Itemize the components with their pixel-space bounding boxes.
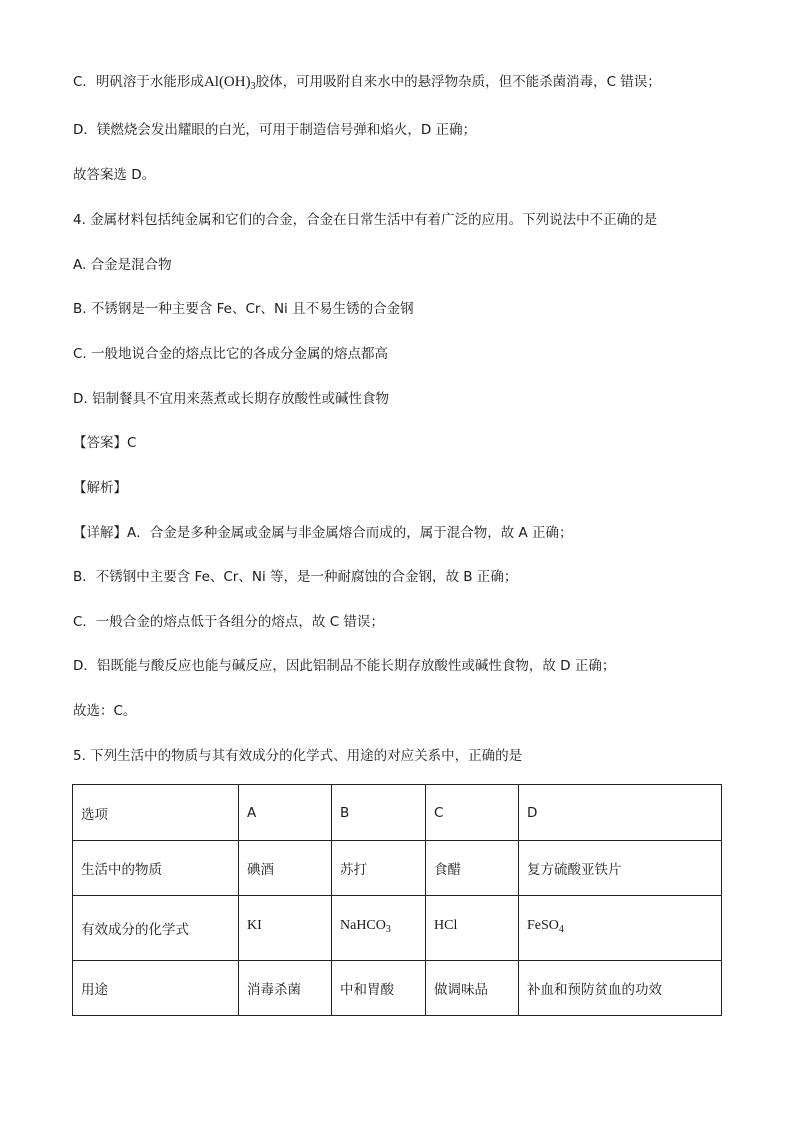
table-row-use xyxy=(73,961,722,1016)
table-cell: 有效成分的化学式 xyxy=(73,896,239,961)
table-header-row xyxy=(73,785,722,841)
option-c-text-start: C．明矾溶于水能形成 xyxy=(73,74,204,90)
detail-c: C．一般合金的熔点低于各组分的熔点，故 C 错误； xyxy=(73,614,384,630)
table-cell: A xyxy=(239,785,332,841)
table-cell: 食醋 xyxy=(426,841,519,896)
table-cell: 复方硫酸亚铁片 xyxy=(519,841,722,896)
q3-conclusion: 故答案选 D。 xyxy=(73,167,156,183)
q4-conclusion: 故选：C。 xyxy=(73,703,137,719)
table-cell: 碘酒 xyxy=(239,841,332,896)
aluminium-hydroxide-formula: $Al(OH)_3$ xyxy=(203,74,256,92)
table-cell: 生活中的物质 xyxy=(73,841,239,896)
question-4-stem: 4. 金属材料包括纯金属和它们的合金，合金在日常生活中有着广泛的应用。下列说法中不正确的是 xyxy=(73,212,658,228)
formula-ki: KI xyxy=(247,917,262,933)
q4-option-d: D. 铝制餐具不宜用来蒸煮或长期存放酸性或碱性食物 xyxy=(73,391,389,407)
options-table xyxy=(72,784,722,1016)
q4-option-b: B. 不锈钢是一种主要含 Fe、Cr、Ni 且不易生锈的合金钢 xyxy=(73,301,414,317)
formula-nahco3: NaHCO$_3$ xyxy=(340,917,391,935)
table-cell: 做调味品 xyxy=(426,961,519,1016)
detail-a: 【详解】A．合金是多种金属或金属与非金属熔合而成的，属于混合物，故 A 正确； xyxy=(73,525,573,541)
table-cell: 消毒杀菌 xyxy=(239,961,332,1016)
formula-hcl: HCl xyxy=(434,917,458,933)
table-row-substance xyxy=(73,841,722,896)
q4-option-a: A. 合金是混合物 xyxy=(73,257,172,273)
option-d-explanation: D．镁燃烧会发出耀眼的白光，可用于制造信号弹和焰火，D 正确； xyxy=(73,122,477,138)
detail-d: D．铝既能与酸反应也能与碱反应，因此铝制品不能长期存放酸性或碱性食物，故 D 正确； xyxy=(73,658,616,674)
table-cell xyxy=(332,896,426,961)
question-5-stem: 5. 下列生活中的物质与其有效成分的化学式、用途的对应关系中，正确的是 xyxy=(73,748,523,764)
option-c-explanation xyxy=(73,72,661,92)
table-cell: 苏打 xyxy=(332,841,426,896)
table-cell: C xyxy=(426,785,519,841)
table-cell: 补血和预防贫血的功效 xyxy=(519,961,722,1016)
table-cell xyxy=(239,896,332,961)
option-c-text-end: 胶体，可用吸附自来水中的悬浮物杂质，但不能杀菌消毒，C 错误； xyxy=(255,74,661,90)
table-row-formula xyxy=(73,896,722,961)
formula-feso4: FeSO$_4$ xyxy=(527,917,564,935)
table-cell xyxy=(519,896,722,961)
table-cell: D xyxy=(519,785,722,841)
answer-label: 【答案】C xyxy=(73,435,137,451)
table-cell: 中和胃酸 xyxy=(332,961,426,1016)
table-cell: 用途 xyxy=(73,961,239,1016)
detail-b: B．不锈钢中主要含 Fe、Cr、Ni 等，是一种耐腐蚀的合金钢，故 B 正确； xyxy=(73,569,518,585)
table-cell xyxy=(426,896,519,961)
analysis-label: 【解析】 xyxy=(73,480,127,496)
table-cell: B xyxy=(332,785,426,841)
q4-option-c: C. 一般地说合金的熔点比它的各成分金属的熔点都高 xyxy=(73,346,389,362)
table-cell: 选项 xyxy=(73,785,239,841)
